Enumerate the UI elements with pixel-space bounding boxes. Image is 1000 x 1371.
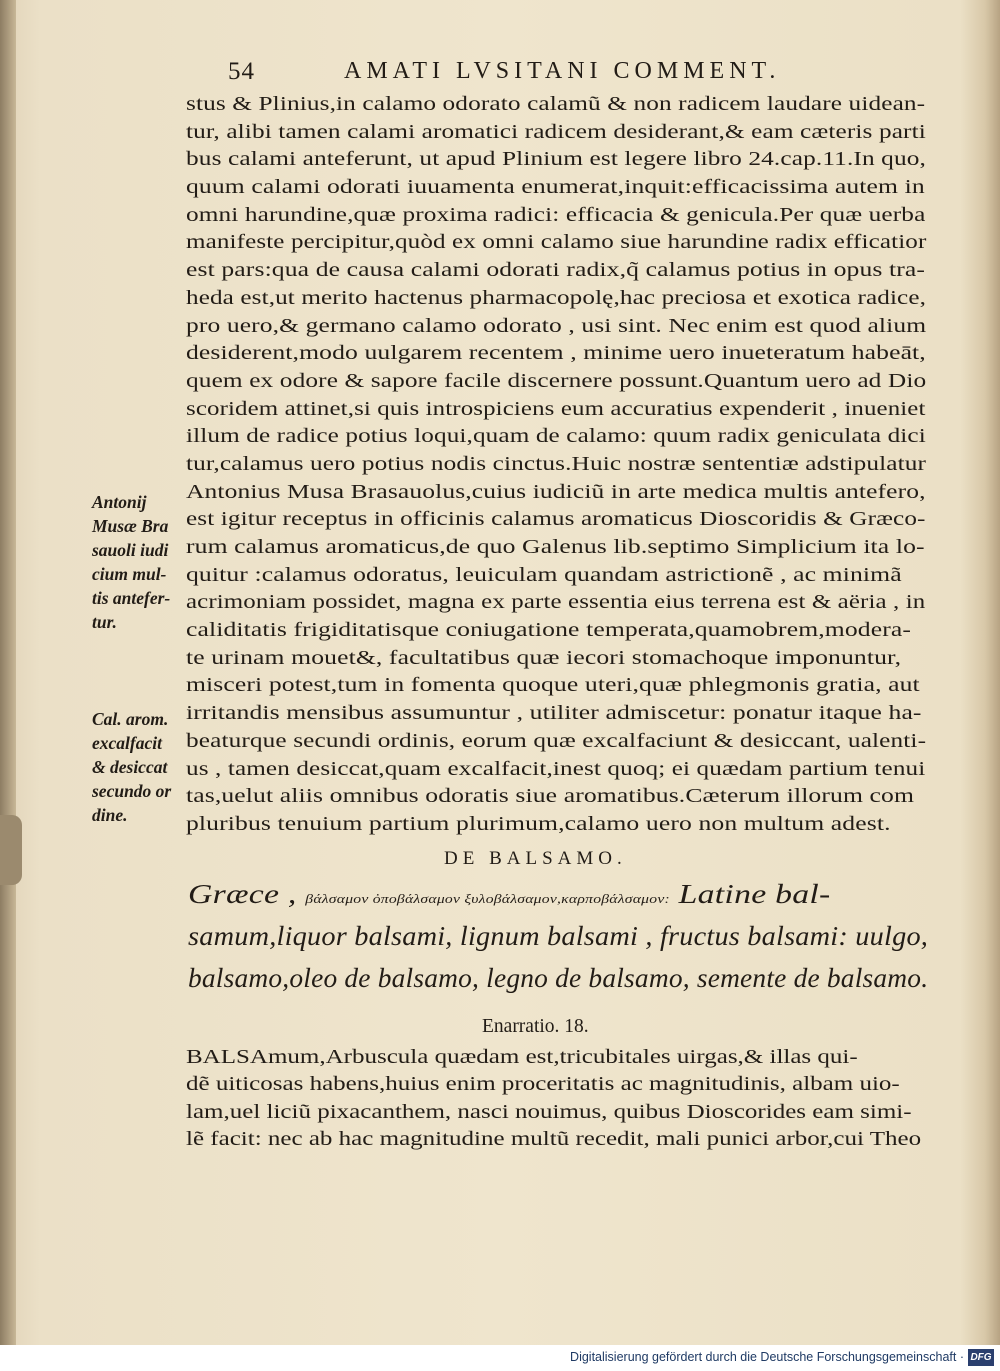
- text-line: quem ex odore & sapore facile discernere possunt.Quantum uero ad Dio: [186, 369, 927, 392]
- text-line: dẽ uiticosas habens,huius enim proceritatis ac magnitudinis, albam uio-: [186, 1073, 900, 1096]
- text-line: misceri potest,tum in fomenta quoque uteri,quæ phlegmonis gratia, aut: [186, 674, 920, 697]
- text-line: beaturque secundi ordinis, eorum quæ excalfaciunt & desiccant, ualenti-: [186, 729, 927, 752]
- page-clip: [0, 815, 22, 885]
- enarratio-label: Enarratio. 18.: [482, 1016, 589, 1037]
- margin-note-line: cium mul-: [92, 564, 167, 584]
- text-line: omni harundine,quæ proxima radici: efficacia & genicula.Per quæ uerba: [186, 203, 926, 226]
- page-number: 54: [228, 58, 255, 85]
- margin-note-line: excalfacit: [92, 733, 162, 753]
- running-title: AMATI LVSITANI COMMENT.: [344, 58, 781, 84]
- narration-text-block: [186, 1044, 946, 1153]
- text-line: pluribus tenuium partium plurimum,calamo uero non multum adest.: [186, 812, 891, 835]
- margin-note-line: Antonij: [92, 492, 147, 512]
- text-line: BALSAmum,Arbuscula quædam est,tricubitales uirgas,& illas qui-: [186, 1046, 858, 1068]
- section-heading: DE BALSAMO.: [444, 848, 627, 869]
- text-line: est pars:qua de causa calami odorati radix,q̃ calamus potius in opus tra-: [186, 259, 926, 282]
- running-head: [228, 58, 948, 92]
- names-block: [188, 873, 948, 999]
- margin-note-line: secundo or: [92, 781, 172, 801]
- margin-note-line: & desiccat: [92, 757, 168, 777]
- margin-note-line: sauoli iudi: [92, 540, 169, 560]
- greek-label: Græce ,: [188, 879, 297, 909]
- text-line: lam,uel liciũ pixacanthem, nasci nouimus, quibus Dioscorides eam simi-: [186, 1100, 912, 1123]
- dfg-logo: DFG: [968, 1349, 994, 1366]
- text-line: heda est,ut merito hactenus pharmacopolę,hac preciosa et exotica radice,: [186, 286, 927, 309]
- book-spine-shadow: [0, 0, 16, 1345]
- text-line: tas,uelut aliis omnibus odoratis siue aromatibus.Cæterum illorum com: [186, 785, 915, 808]
- text-line: quitur :calamus odoratus, leuiculam quandam astrictionẽ , ac minimã: [186, 563, 902, 586]
- text-line: manifeste percipitur,quòd ex omni calamo siue harundine radix efficatior: [186, 231, 927, 254]
- text-line: us , tamen desiccat,quam excalfacit,inest quoq; ei quædam partium tenui: [186, 757, 926, 780]
- greek-names: βάλσαμον ὀποβάλσαμον ξυλοβάλσαμον,καρποβάλσαμον:: [305, 892, 670, 906]
- text-line: Antonius Musa Brasauolus,cuius iudiciũ in arte medica multis antefero,: [186, 480, 926, 503]
- text-line: acrimoniam possidet, magna ex parte essentia eius terrena est & aëria , in: [186, 591, 926, 614]
- text-line: caliditatis frigiditatisque coniugatione temperata,quamobrem,modera-: [186, 619, 912, 642]
- text-line: te urinam mouet&, facultatibus quæ iecori stomachoque imponuntur,: [186, 646, 902, 669]
- text-line: desiderent,modo uulgarem recentem , minime uero inueteratum habeāt,: [186, 342, 926, 365]
- text-line: tur,calamus uero potius nodis cinctus.Huic nostræ sententiæ adstipulatur: [186, 452, 927, 475]
- funding-notice: Digitalisierung gefördert durch die Deutsche Forschungsgemeinschaft ·: [570, 1350, 964, 1364]
- margin-note-line: Cal. arom.: [92, 709, 169, 729]
- names-line: balsamo,oleo de balsamo, legno de balsamo, semente de balsamo.: [188, 963, 929, 993]
- text-line: scoridem attinet,si quis introspiciens eum accuratius expenderit , inueniet: [186, 397, 926, 420]
- latin-label: Latine bal-: [678, 879, 831, 909]
- footer-bar: [0, 1345, 1000, 1371]
- margin-note-brasavola: [92, 490, 184, 634]
- text-line: lẽ facit: nec ab hac magnitudine multũ recedit, mali punici arbor,cui Theo: [186, 1127, 922, 1150]
- margin-note-calamus: [92, 707, 184, 827]
- text-line: est igitur receptus in officinis calamus aromaticus Dioscoridis & Græco-: [186, 508, 926, 531]
- text-line: bus calami anteferunt, ut apud Plinium est legere libro 24.cap.11.In quo,: [186, 148, 926, 171]
- main-text-block: [186, 91, 946, 839]
- text-line: stus & Plinius,in calamo odorato calamũ & non radicem laudare uidean-: [186, 93, 926, 115]
- names-line: [188, 873, 1000, 915]
- margin-note-line: dine.: [92, 805, 128, 825]
- text-line: illum de radice potius loqui,quam de calamo: quum radix geniculata dici: [186, 425, 926, 448]
- text-line: rum calamus aromaticus,de quo Galenus lib.septimo Simplicium ita lo-: [186, 536, 925, 558]
- names-line: samum,liquor balsami, lignum balsami , fructus balsami: uulgo,: [188, 921, 929, 951]
- margin-note-line: tis antefer-: [92, 588, 171, 608]
- text-line: tur, alibi tamen calami aromatici radicem desiderant,& eam cæteris parti: [186, 120, 926, 143]
- text-line: irritandis mensibus assumuntur , utiliter admiscetur: ponatur itaque ha-: [186, 702, 922, 725]
- text-line: quum calami odorati iuuamenta enumerat,inquit:efficacissima autem in: [186, 176, 925, 199]
- text-line: pro uero,& germano calamo odorato , usi sint. Nec enim est quod alium: [186, 314, 927, 337]
- margin-note-line: tur.: [92, 612, 117, 632]
- margin-note-line: Musæ Bra: [92, 516, 169, 536]
